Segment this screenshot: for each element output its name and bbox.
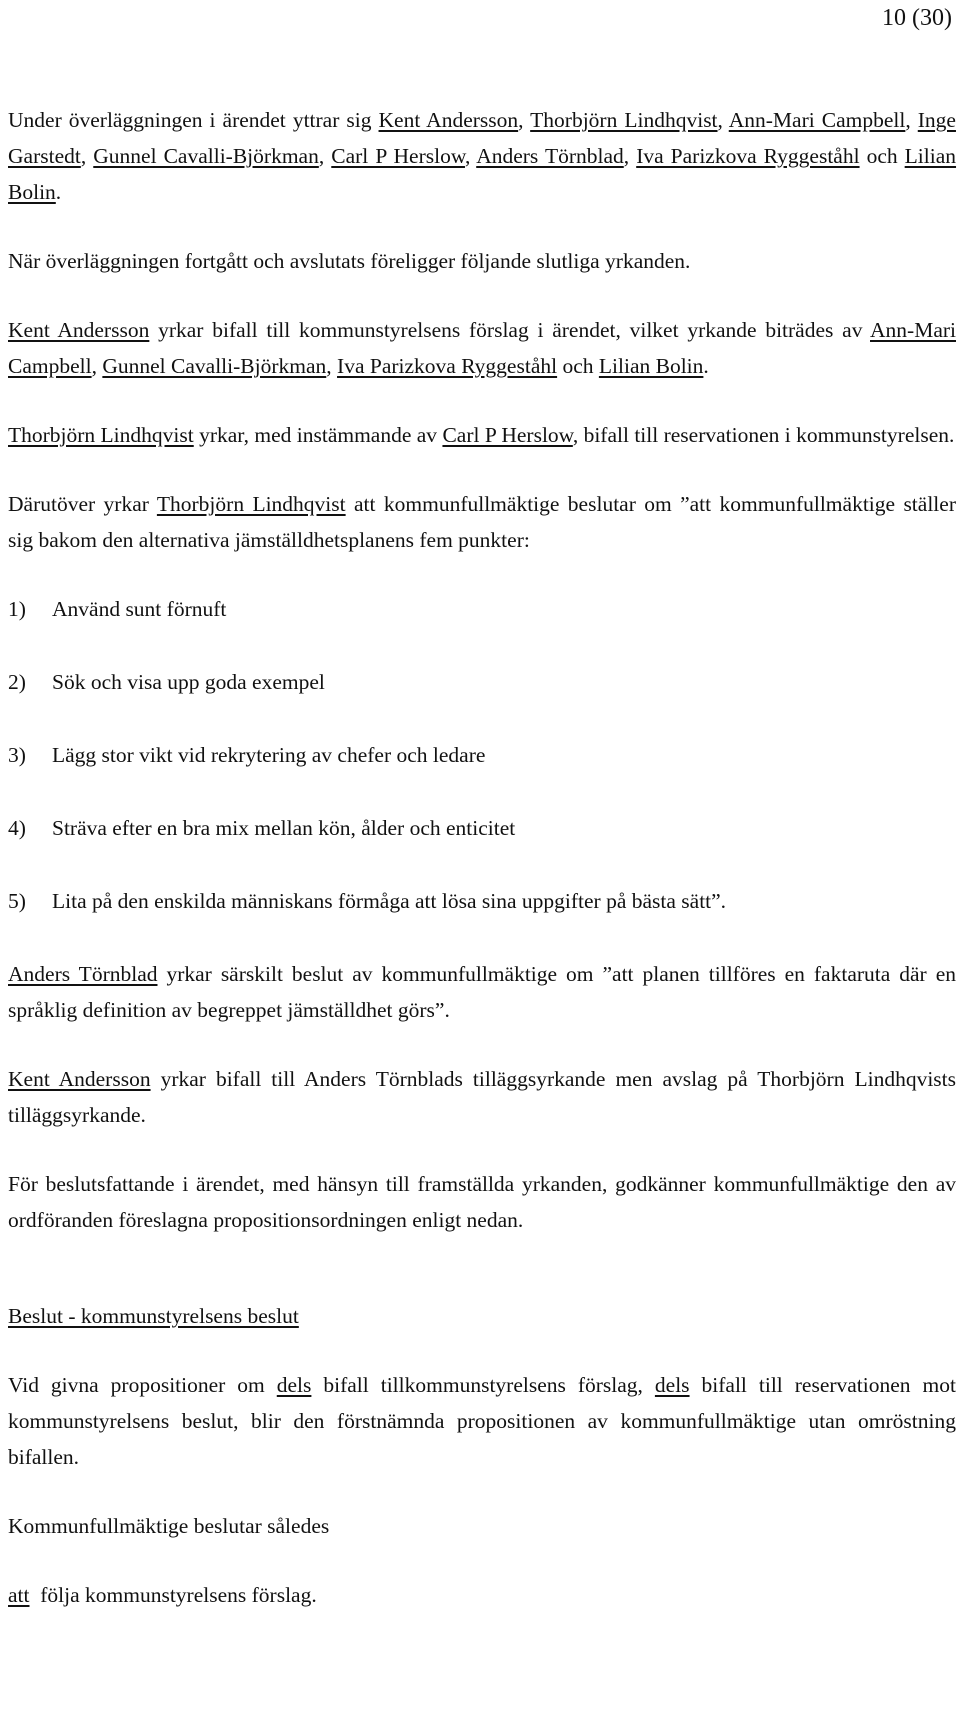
text: , <box>91 354 103 378</box>
text: yrkar särskilt beslut av kommunfullmäktige om ”att planen tillföres en faktaruta där en språklig definition av begreppet jämställdhet görs”. <box>8 962 956 1022</box>
list-number: 2) <box>8 670 26 694</box>
text: Därutöver yrkar <box>8 492 157 516</box>
name-link: Anders Törnblad <box>8 962 158 986</box>
list-text: Sök och visa upp goda exempel <box>52 670 325 694</box>
name-link: Kent Andersson <box>8 318 150 342</box>
list-item <box>8 591 956 627</box>
page-number: 10 (30) <box>882 5 952 31</box>
list-text: Lägg stor vikt vid rekrytering av chefer och ledare <box>52 743 486 767</box>
list-item <box>8 737 956 773</box>
text: följa kommunstyrelsens förslag. <box>29 1583 317 1607</box>
list-text: Använd sunt förnuft <box>52 597 227 621</box>
text: , <box>623 144 637 168</box>
emphasis: dels <box>654 1373 690 1397</box>
list-item <box>8 810 956 846</box>
name-link: Thorbjörn Lindhqvist <box>156 492 346 516</box>
name-link: Gunnel Cavalli-Björkman <box>93 144 319 168</box>
paragraph-motion-anders <box>8 956 956 1028</box>
list-number: 5) <box>8 889 26 913</box>
paragraph-decision <box>8 1577 956 1613</box>
list-item <box>8 664 956 700</box>
document-body <box>8 102 956 1646</box>
text: , <box>518 108 531 132</box>
list-number: 3) <box>8 743 26 767</box>
paragraph-additional-motion <box>8 486 956 558</box>
paragraph-motion-kent <box>8 312 956 384</box>
name-link: Anders Törnblad <box>476 144 624 168</box>
name-link: Inge Garstedt <box>8 108 956 168</box>
text: , <box>905 108 918 132</box>
name-link: Iva Parizkova Ryggeståhl <box>337 354 558 378</box>
name-link: Carl P Herslow <box>331 144 465 168</box>
name-link: Gunnel Cavalli-Björkman <box>102 354 327 378</box>
text: att kommunfullmäktige beslutar om ”att kommunfullmäktige ställer sig bakom den alternativa jämställdhetsplanens fem punkter: <box>8 492 956 552</box>
list-text: Sträva efter en bra mix mellan kön, ålder och enticitet <box>52 816 516 840</box>
text: , <box>326 354 338 378</box>
text: , <box>318 144 332 168</box>
text: och <box>557 354 599 378</box>
text: yrkar bifall till Anders Törnblads tilläggsyrkande men avslag på Thorbjörn Lindhqvists tilläggsyrkande. <box>8 1067 956 1127</box>
text: , <box>464 144 477 168</box>
paragraph-procedure: För beslutsfattande i ärendet, med hänsyn till framställda yrkanden, godkänner kommunfullmäktige den av ordföranden föreslagna propositionsordningen enligt nedan. <box>8 1172 956 1232</box>
text: bifall tillkommunstyrelsens förslag, <box>311 1373 655 1397</box>
text: bifall till reservationen mot kommunstyrelsens beslut, blir den förstnämnda propositionen av kommunfullmäktige utan omröstning bifallen. <box>8 1373 956 1469</box>
name-link: Ann-Mari Campbell <box>8 318 956 378</box>
five-points-list <box>8 591 956 919</box>
list-number: 4) <box>8 816 26 840</box>
text: yrkar bifall till kommunstyrelsens förslag i ärendet, vilket yrkande biträdes av <box>149 318 871 342</box>
name-link: Kent Andersson <box>8 1067 151 1091</box>
paragraph-speakers <box>8 102 956 210</box>
heading-text: Beslut - kommunstyrelsens beslut <box>8 1304 299 1328</box>
name-link: Thorbjörn Lindhqvist <box>8 423 194 447</box>
paragraph-decision-intro: Kommunfullmäktige beslutar således <box>8 1514 330 1538</box>
text: , <box>80 144 94 168</box>
section-heading <box>8 1298 956 1334</box>
paragraph-propositions <box>8 1367 956 1475</box>
att-label: att <box>8 1583 30 1607</box>
name-link: Lilian Bolin <box>8 144 957 204</box>
text: . <box>703 354 709 378</box>
paragraph-motion-kent-2 <box>8 1061 956 1133</box>
name-link: Iva Parizkova Ryggeståhl <box>636 144 860 168</box>
name-link: Kent Andersson <box>378 108 519 132</box>
list-number: 1) <box>8 597 26 621</box>
text: Vid givna propositioner om <box>8 1373 277 1397</box>
name-link: Carl P Herslow <box>442 423 573 447</box>
list-text: Lita på den enskilda människans förmåga att lösa sina uppgifter på bästa sätt”. <box>52 889 727 913</box>
paragraph-motion-thorbjorn <box>8 417 956 453</box>
text: , bifall till reservationen i kommunstyrelsen. <box>572 423 955 447</box>
text: och <box>859 144 905 168</box>
text: . <box>55 180 62 204</box>
paragraph-final-motions: När överläggningen fortgått och avslutats föreligger följande slutliga yrkanden. <box>8 249 691 273</box>
list-item <box>8 883 956 919</box>
text: Under överläggningen i ärendet yttrar sig <box>8 108 379 132</box>
name-link: Lilian Bolin <box>598 354 704 378</box>
emphasis: dels <box>276 1373 312 1397</box>
name-link: Ann-Mari Campbell <box>728 108 906 132</box>
text: , <box>717 108 729 132</box>
text: yrkar, med instämmande av <box>193 423 443 447</box>
name-link: Thorbjörn Lindhqvist <box>530 108 718 132</box>
